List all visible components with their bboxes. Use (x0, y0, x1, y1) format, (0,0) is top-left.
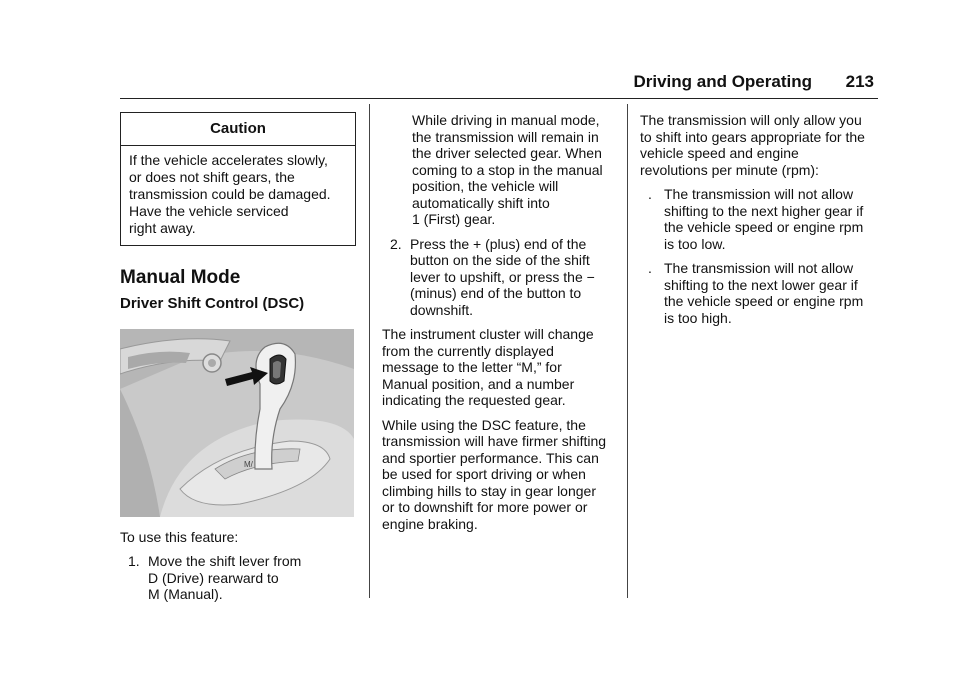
paragraph-dsc-feature (382, 417, 612, 533)
text-line: automatically shift into (412, 194, 550, 211)
step-line: Press the + (plus) end of the (410, 235, 587, 252)
text-line: position, the vehicle will (412, 178, 559, 194)
text-line: the transmission will remain in (412, 128, 599, 145)
step-1-continuation (382, 112, 612, 228)
text-line: to shift into gears appropriate for the (640, 128, 865, 145)
step-line: downshift. (410, 301, 474, 318)
shift-lever-drawing (120, 329, 354, 517)
text-line: vehicle speed and engine (640, 145, 799, 161)
text-line: engine braking. (382, 515, 478, 532)
heading-dsc: Driver Shift Control (DSC) (120, 295, 305, 312)
text-line: indicating the requested gear. (382, 392, 566, 408)
step-1 (128, 553, 356, 603)
step-number: 1. (128, 553, 140, 569)
section-title: Driving and Operating (633, 72, 812, 91)
shift-lever-illustration (120, 329, 354, 517)
step-line: D (Drive) rearward to (148, 569, 279, 586)
bullet-item (640, 260, 880, 326)
text-line: 1 (First) gear. (412, 211, 496, 227)
bullet-item (640, 186, 880, 252)
text-line: While using the DSC feature, the (382, 416, 586, 433)
text-line: transmission will have firmer shifting (382, 433, 607, 449)
page-number: 213 (845, 72, 874, 91)
step-number: 2. (390, 235, 402, 252)
caution-box (120, 112, 356, 246)
step-line: (minus) end of the button to (410, 285, 582, 301)
caution-line: right away. (129, 219, 196, 236)
caution-text (129, 152, 347, 237)
paragraph-gear-limits (640, 112, 880, 178)
gear-gate-label: M/ (244, 459, 253, 469)
caution-title: Caution (210, 120, 266, 137)
caution-line: If the vehicle accelerates slowly, (129, 151, 328, 168)
step-line: Move the shift lever from (148, 553, 302, 569)
text-line: is too low. (664, 235, 726, 252)
text-line: climbing hills to stay in gear longer (382, 482, 596, 499)
text-line: the driver selected gear. When (412, 145, 602, 161)
page-header (120, 72, 878, 99)
step-line: lever to upshift, or press the − (410, 268, 595, 285)
text-line: The transmission will not allow (664, 260, 854, 276)
text-line: The instrument cluster will change (382, 326, 594, 342)
text-line: or to downshift for more power or (382, 499, 588, 515)
text-line: is too high. (664, 309, 732, 326)
paragraph: To use this feature: (120, 528, 239, 545)
step-line: button on the side of the shift (410, 252, 590, 268)
text-line: shifting to the next lower gear if (664, 276, 858, 293)
text-line: from the currently displayed (382, 342, 554, 359)
paragraph-instrument-cluster (382, 326, 612, 409)
text-line: and sportier performance. This can (382, 449, 599, 466)
text-line: While driving in manual mode, (412, 112, 600, 128)
text-line: be used for sport driving or when (382, 466, 586, 482)
column-right (640, 112, 880, 334)
text-line: the vehicle speed or engine rpm (664, 219, 864, 235)
text-line: message to the letter “M,” for (382, 359, 562, 375)
caution-divider (121, 145, 355, 146)
bullet-marker: . (648, 186, 652, 202)
step-line: M (Manual). (148, 586, 223, 602)
text-line: The transmission will not allow (664, 186, 854, 202)
heading-manual-mode: Manual Mode (120, 266, 241, 288)
text-line: the vehicle speed or engine rpm (664, 293, 864, 309)
column-left (120, 112, 356, 611)
column-divider (627, 104, 628, 598)
caution-line: Have the vehicle serviced (129, 202, 289, 219)
bullet-marker: . (648, 260, 652, 276)
text-line: The transmission will only allow you (640, 112, 862, 128)
caution-line: or does not shift gears, the (129, 168, 295, 185)
step-2 (390, 236, 612, 319)
text-line: revolutions per minute (rpm): (640, 161, 819, 178)
caution-line: transmission could be damaged. (129, 185, 331, 202)
text-line: Manual position, and a number (382, 375, 575, 392)
text-line: coming to a stop in the manual (412, 161, 603, 178)
column-middle (382, 112, 612, 540)
column-divider (369, 104, 370, 598)
text-line: shifting to the next higher gear if (664, 202, 864, 219)
